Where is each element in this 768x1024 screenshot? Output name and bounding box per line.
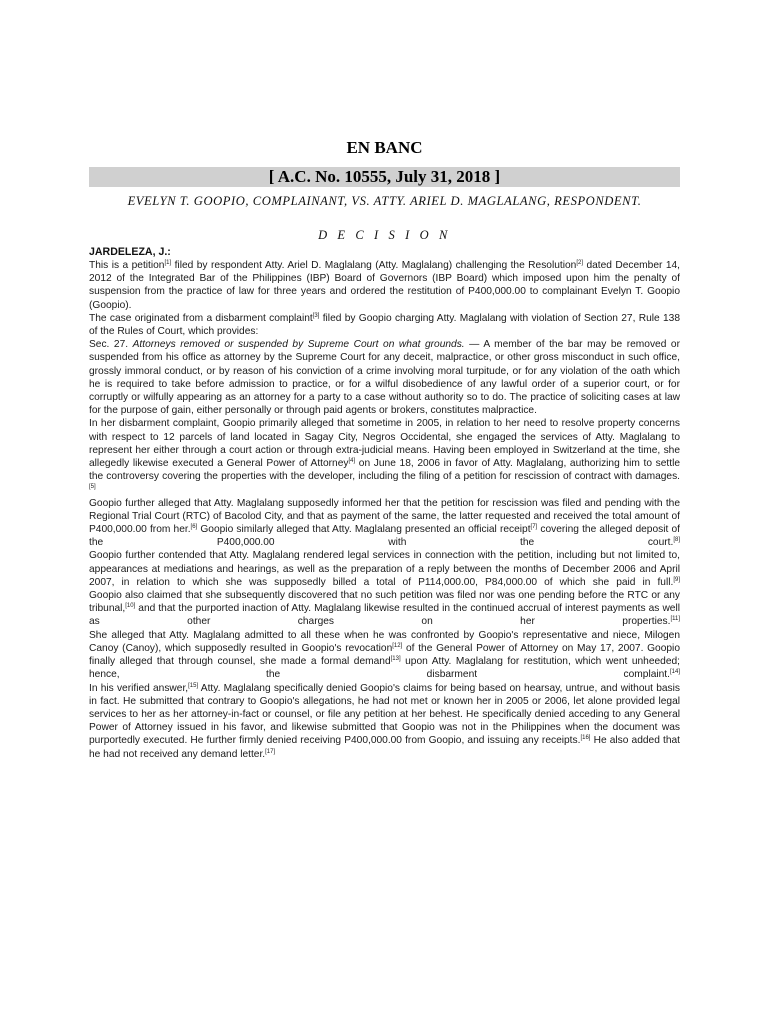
paragraph-3: In her disbarment complaint, Goopio primarily alleged that sometime in 2005, in relation to her need to resolve property concerns with respect to 12 parcels of land located in Sagay City, Negros Occidental, she engaged the services of Atty. Maglalang to represent her either through a court action or through extra-judicial means. Having been employed in Switzerland at the time, she allegedly likewise executed a General Power of Attorney[4] on June 18, 2006 in favor of Atty. Maglalang, authorizing him to settle the controversy covering the properties with the developer, including the filing of a petition for rescission of contract with damages.[5]	[89, 418, 680, 491]
footnote-ref[interactable]: [9]	[673, 576, 680, 583]
paragraph-4: Goopio further alleged that Atty. Maglalang supposedly informed her that the petition for rescission was filed and pending with the Regional Trial Court (RTC) of Bacolod City, and that as payment of the same, the latter requested and received the total amount of P400,000.00 from her.[6] Goopio similarly alleged that Atty. Maglalang presented an official receipt[7] covering the alleged deposit of the P400,000.00 with the court.[8]	[89, 497, 681, 549]
footnote-ref[interactable]: [13]	[390, 656, 401, 663]
footnote-ref[interactable]: [15]	[188, 682, 199, 689]
footnote-ref[interactable]: [14]	[669, 669, 680, 676]
decision-page	[89, 138, 680, 761]
case-number-banner: [ A.C. No. 10555, July 31, 2018 ]	[89, 167, 680, 187]
paragraph-6: Goopio also claimed that she subsequently discovered that no such petition was filed nor was one pending before the RTC or any tribunal,[10] and that the purported inaction of Atty. Maglalang likewise resulted in the continued accrual of interest payments as well as other charges on her properties.[11]	[89, 590, 680, 628]
footnote-ref[interactable]: [5]	[89, 484, 96, 491]
footnote-ref[interactable]: [4]	[348, 458, 356, 465]
quoted-provision: Sec. 27. Attorneys removed or suspended by Supreme Court on what grounds. — A member of the bar may be removed or suspended from his office as attorney by the Supreme Court for any deceit, malpractice, or other gross misconduct in such office, grossly immoral conduct, or by reason of his conviction of a crime involving moral turpitude, or for any violation of the oath which he is required to take before admission to practice, or for a wilful disobedience of any lawful order of a superior court, or for corruptly or wilfully appearing as an attorney for a party to a case without authority so to do. The practice of soliciting cases at law for the purpose of gain, either personally or through paid agents or brokers, constitutes malpractice.	[89, 339, 680, 417]
case-parties: EVELYN T. GOOPIO, COMPLAINANT, VS. ATTY. ARIEL D. MAGLALANG, RESPONDENT.	[127, 194, 642, 208]
footnote-ref[interactable]: [12]	[392, 642, 403, 649]
footnote-ref[interactable]: [16]	[580, 735, 591, 742]
ponente: JARDELEZA, J.:	[89, 246, 171, 258]
paragraph-8: In his verified answer,[15] Atty. Maglalang specifically denied Goopio's claims for being based on hearsay, untrue, and without basis in fact. He submitted that contrary to Goopio's allegations, he had not met or known her in 2005 or 2006, let alone provided legal services to her as her attorney-in-fact or counsel, or file any petition at her behest. He specifically denied acceding to any General Power of Attorney issued in his favor, and likewise submitted that Goopio was not in the Philippines when the document was purportedly executed. He further firmly denied receiving P400,000.00 from Goopio, and issuing any receipts.[16] He also added that he had not received any demand letter.[17]	[89, 682, 680, 760]
paragraph-5: Goopio further contended that Atty. Maglalang rendered legal services in connection with the petition, including but not limited to, appearances at mediations and hearings, as well as the preparation of a reply between the months of December 2006 and April 2007, in relation to which she was supposedly billed a total of P114,000.00, P84,000.00 of which she paid in full.[9]	[89, 550, 680, 588]
footnote-ref[interactable]: [10]	[125, 603, 136, 610]
paragraph-7: She alleged that Atty. Maglalang admitted to all these when he was confronted by Goopio's representative and niece, Milogen Canoy (Canoy), which supposedly resulted in Goopio's revocation[12] of the General Power of Attorney on May 17, 2007. Goopio finally alleged that through counsel, she made a formal demand[13] upon Atty. Maglalang for restitution, which went unheeded; hence, the disbarment complaint.[14]	[89, 629, 681, 681]
court-division: EN BANC	[346, 138, 423, 157]
footnote-ref[interactable]: [8]	[673, 537, 680, 544]
decision-title: D E C I S I O N	[318, 228, 451, 242]
footnote-ref[interactable]: [1]	[164, 260, 172, 266]
paragraph-2: The case originated from a disbarment complaint[3] filed by Goopio charging Atty. Maglalang with violation of Section 27, Rule 138 of the Rules of Court, which provides:	[89, 312, 680, 338]
footnote-ref[interactable]: [17]	[265, 748, 276, 755]
paragraph-1: This is a petition[1] filed by respondent Atty. Ariel D. Maglalang (Atty. Maglalang) challenging the Resolution[2] dated December 14, 2012 of the Integrated Bar of the Philippines (IBP) Board of Governors (IBP Board) which imposed upon him the penalty of suspension from the practice of law for three years and ordered the restitution of P400,000.00 to complainant Evelyn T. Goopio (Goopio).	[89, 260, 680, 311]
footnote-ref[interactable]: [6]	[190, 524, 198, 531]
footnote-ref[interactable]: [3]	[312, 312, 320, 319]
footnote-ref[interactable]: [2]	[576, 260, 583, 266]
footnote-ref[interactable]: [7]	[530, 524, 538, 531]
footnote-ref[interactable]: [11]	[670, 616, 680, 623]
